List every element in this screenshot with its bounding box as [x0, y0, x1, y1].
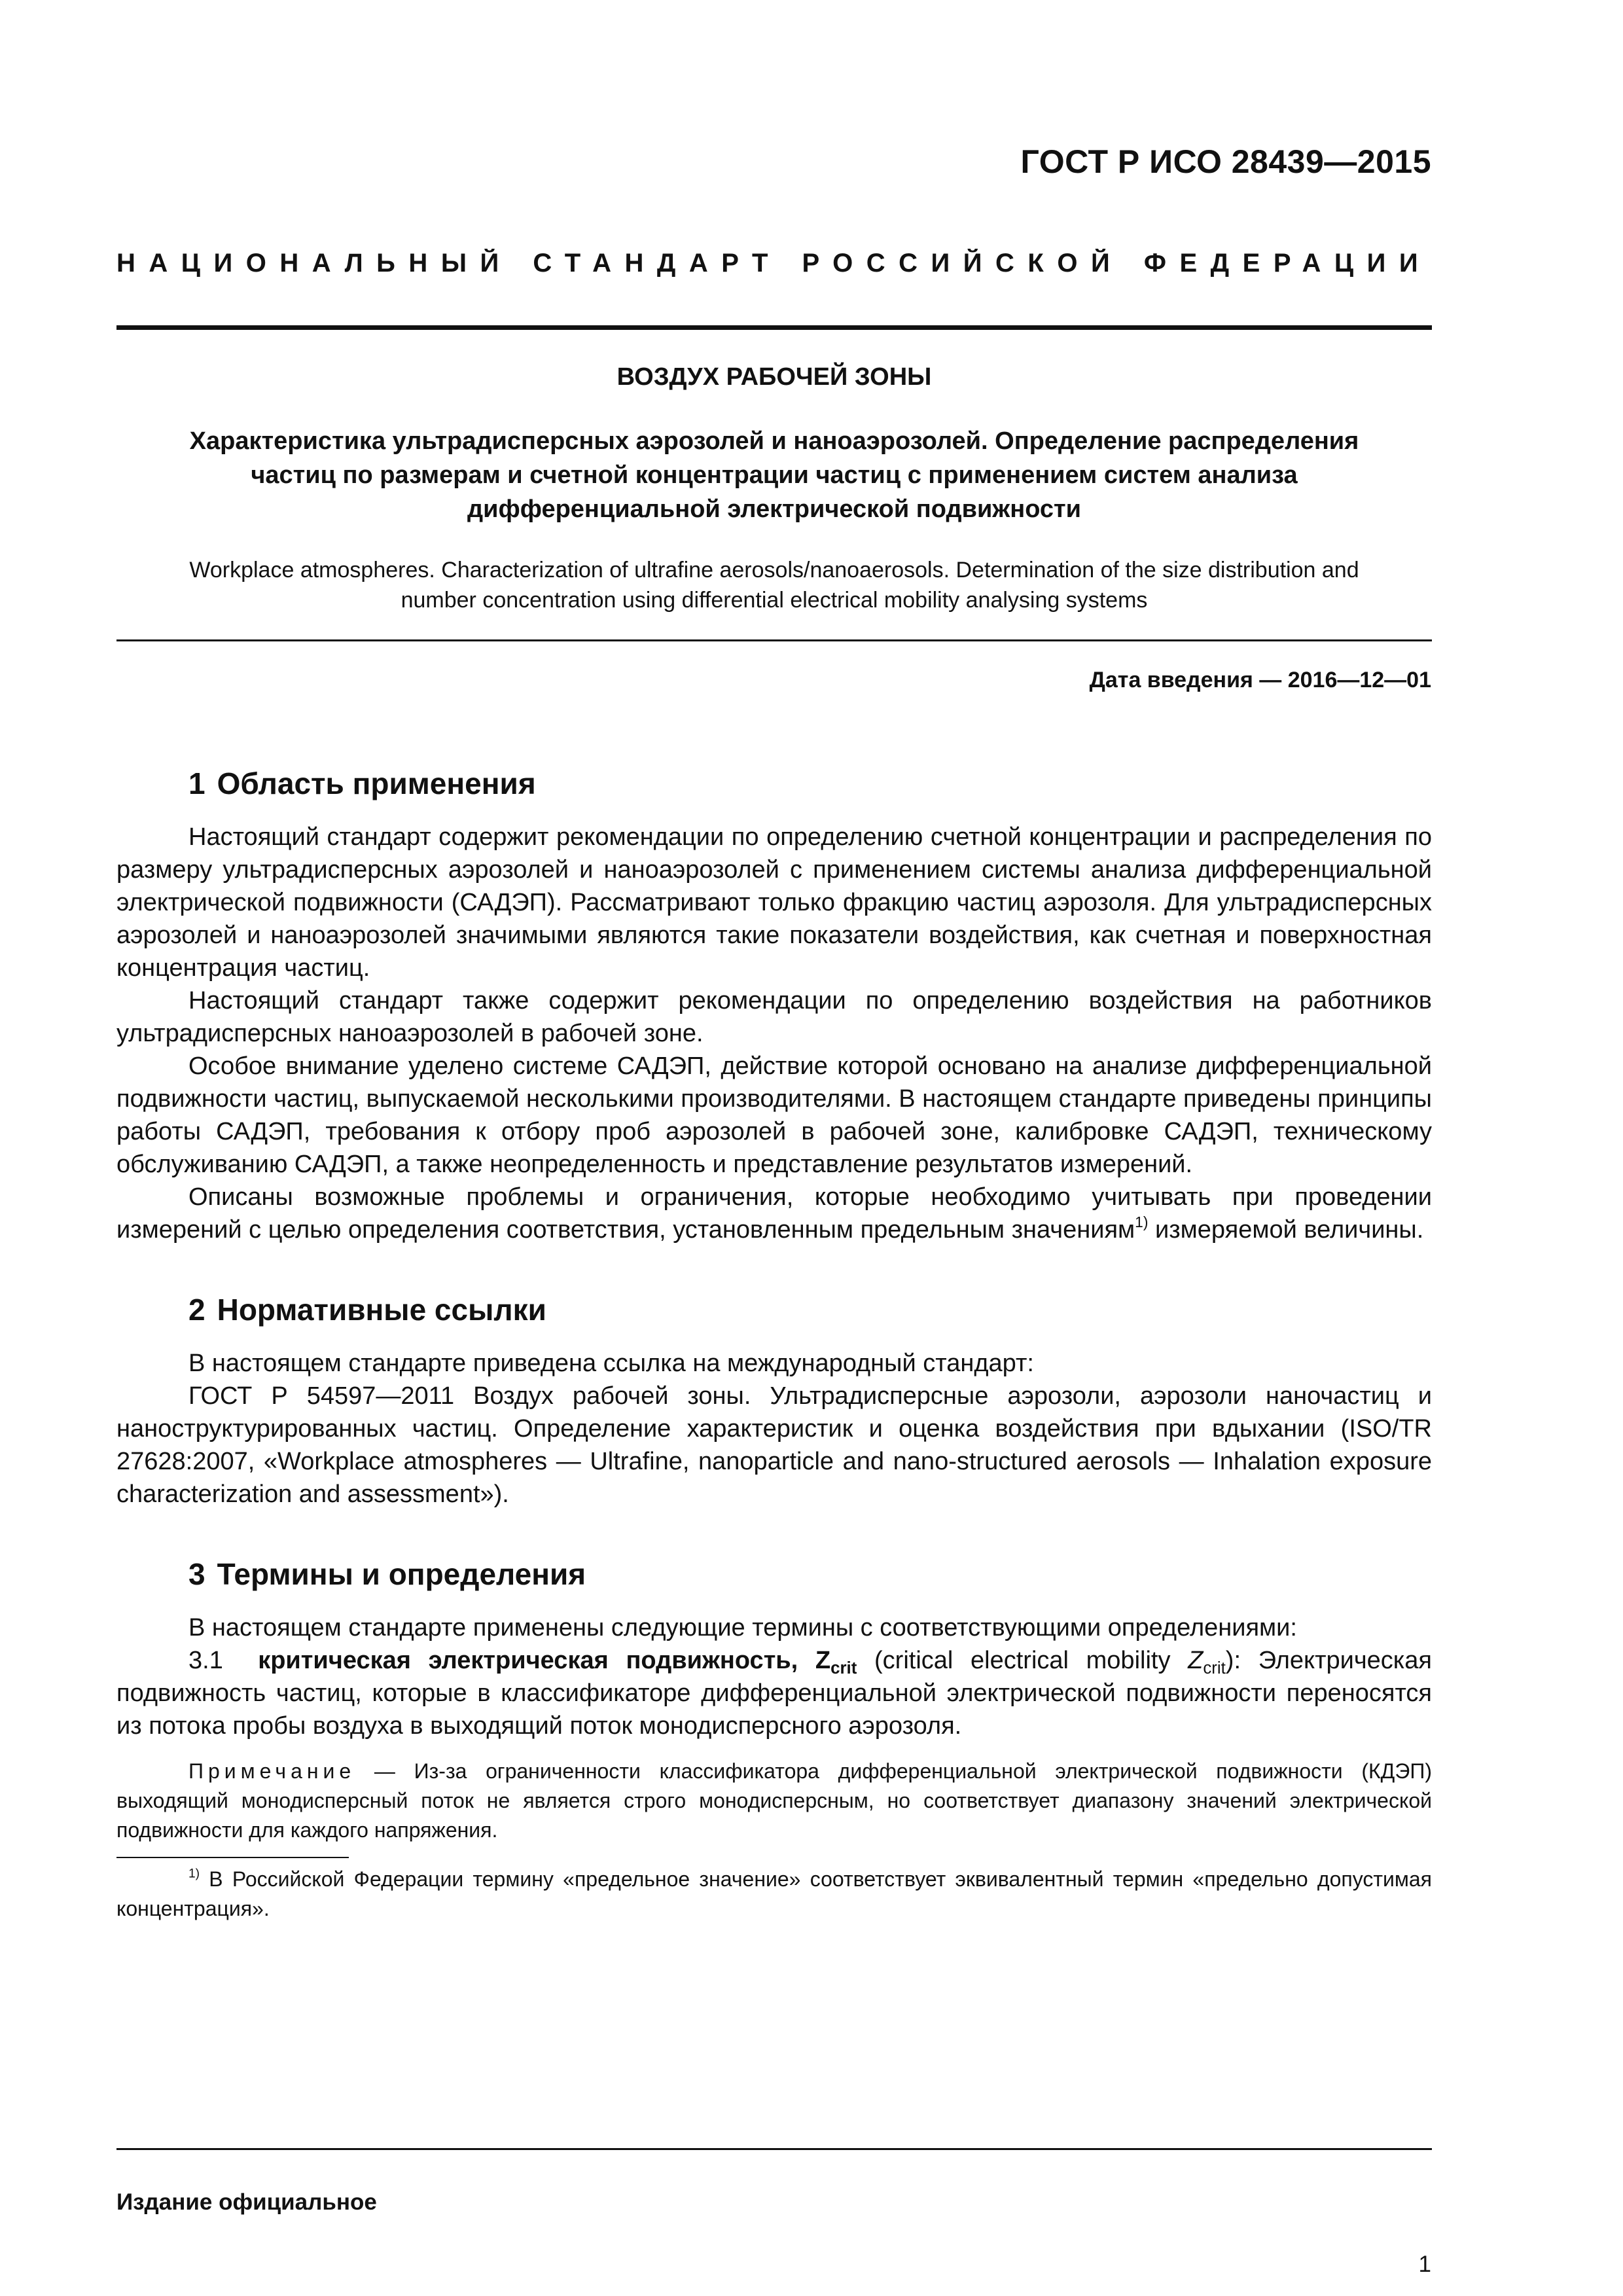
- english-title: [116, 555, 1432, 615]
- paragraph: В настоящем стандарте применены следующие термины с соответствующими определениями:: [188, 1614, 1297, 1641]
- term-definition: 3.1 критическая электрическая подвижность, $Z_{crit}$ (critical electrical mobility $Z_{crit}$): Электрическая подвижность частиц, которые в классификаторе дифференциальной электрической подвижности переносятся из потока пробы воздуха в выходящий поток монодисперсного аэрозоля.: [116, 1647, 1432, 1740]
- paragraph: Настоящий стандарт содержит рекомендации по определению счетной концентрации и распределения по размеру ультрадисперсных аэрозолей и наноаэрозолей с применением системы анализа дифференциальной электрической подвижности (САДЭП). Рассматривают только фракцию частиц аэрозоля. Для ультрадисперсных аэрозолей и наноаэрозолей значимыми являются такие показатели воздействия, как счетная и поверхностная концентрация частиц.: [116, 823, 1432, 982]
- subtitle-line: Характеристика ультрадисперсных аэрозолей и наноаэрозолей. Определение распределения: [189, 427, 1359, 455]
- national-standard-heading: НАЦИОНАЛЬНЫЙ СТАНДАРТ РОССИЙСКОЙ ФЕДЕРАЦИИ: [116, 249, 1432, 278]
- note: Примечание — Из-за ограниченности классификатора дифференциальной электрической подвижности (КДЭП) выходящий монодисперсный поток не является строго монодисперсным, но соответствует диапазону значений электрической подвижности для каждого напряжения.: [116, 1759, 1432, 1842]
- header-rule: [116, 325, 1432, 330]
- page-number: 1: [1418, 2251, 1431, 2277]
- paragraph: В настоящем стандарте приведена ссылка на международный стандарт:: [188, 1350, 1034, 1377]
- footnote-reference: 1): [1135, 1213, 1149, 1231]
- document-number: ГОСТ Р ИСО 28439—2015: [1020, 143, 1431, 180]
- section-heading-1: 1 Область применения: [188, 766, 536, 800]
- subtitle-line: частиц по размерам и счетной концентрации частиц с применением систем анализа: [251, 461, 1298, 489]
- document-subtitle: [116, 424, 1432, 526]
- edition-label: Издание официальное: [116, 2189, 377, 2215]
- paragraph: Описаны возможные проблемы и ограничения, которые необходимо учитывать при проведении измерений с целью определения соответствия, установленным предельным значениям$^{1)}$ измеряемой величины.: [116, 1183, 1432, 1244]
- title-rule: [116, 639, 1432, 641]
- footer-rule: [116, 2148, 1432, 2150]
- paragraph: ГОСТ Р 54597—2011 Воздух рабочей зоны. Ультрадисперсные аэрозоли, аэрозоли наночастиц и наноструктурированных частиц. Определение характеристик и оценка воздействия при вдыхании (ISO/TR 27628:2007, «Workplace atmospheres — Ultrafine, nanoparticle and nano-structured aerosols — Inhalation exposure characterization and assessment»).: [116, 1382, 1432, 1508]
- main-content: [116, 766, 1432, 1924]
- paragraph: Настоящий стандарт также содержит рекомендации по определению воздействия на работников ультрадисперсных наноаэрозолей в рабочей зоне.: [116, 987, 1432, 1047]
- footnote: $^{1)}$ В Российской Федерации термину «предельное значение» соответствует эквивалентный термин «предельно допустимая концентрация».: [116, 1867, 1432, 1920]
- document-title: ВОЗДУХ РАБОЧЕЙ ЗОНЫ: [616, 363, 932, 391]
- english-title-line: number concentration using differential electrical mobility analysing systems: [401, 588, 1148, 613]
- section-heading-2: 2 Нормативные ссылки: [188, 1293, 546, 1327]
- footnote-separator: [116, 1857, 349, 1858]
- introduction-date: Дата введения — 2016—12—01: [1089, 668, 1431, 692]
- paragraph: Особое внимание уделено системе САДЭП, действие которой основано на анализе дифференциальной подвижности частиц, выпускаемой несколькими производителями. В настоящем стандарте приведены принципы работы САДЭП, требования к отбору проб аэрозолей в рабочей зоне, калибровке САДЭП, техническому обслуживанию САДЭП, а также неопределенность и представление результатов измерений.: [116, 1052, 1432, 1178]
- english-title-line: Workplace atmospheres. Characterization of ultrafine aerosols/nanoaerosols. Determination of the size distribution and: [189, 558, 1359, 583]
- section-heading-3: 3 Термины и определения: [188, 1557, 586, 1591]
- subtitle-line: дифференциальной электрической подвижности: [467, 495, 1082, 523]
